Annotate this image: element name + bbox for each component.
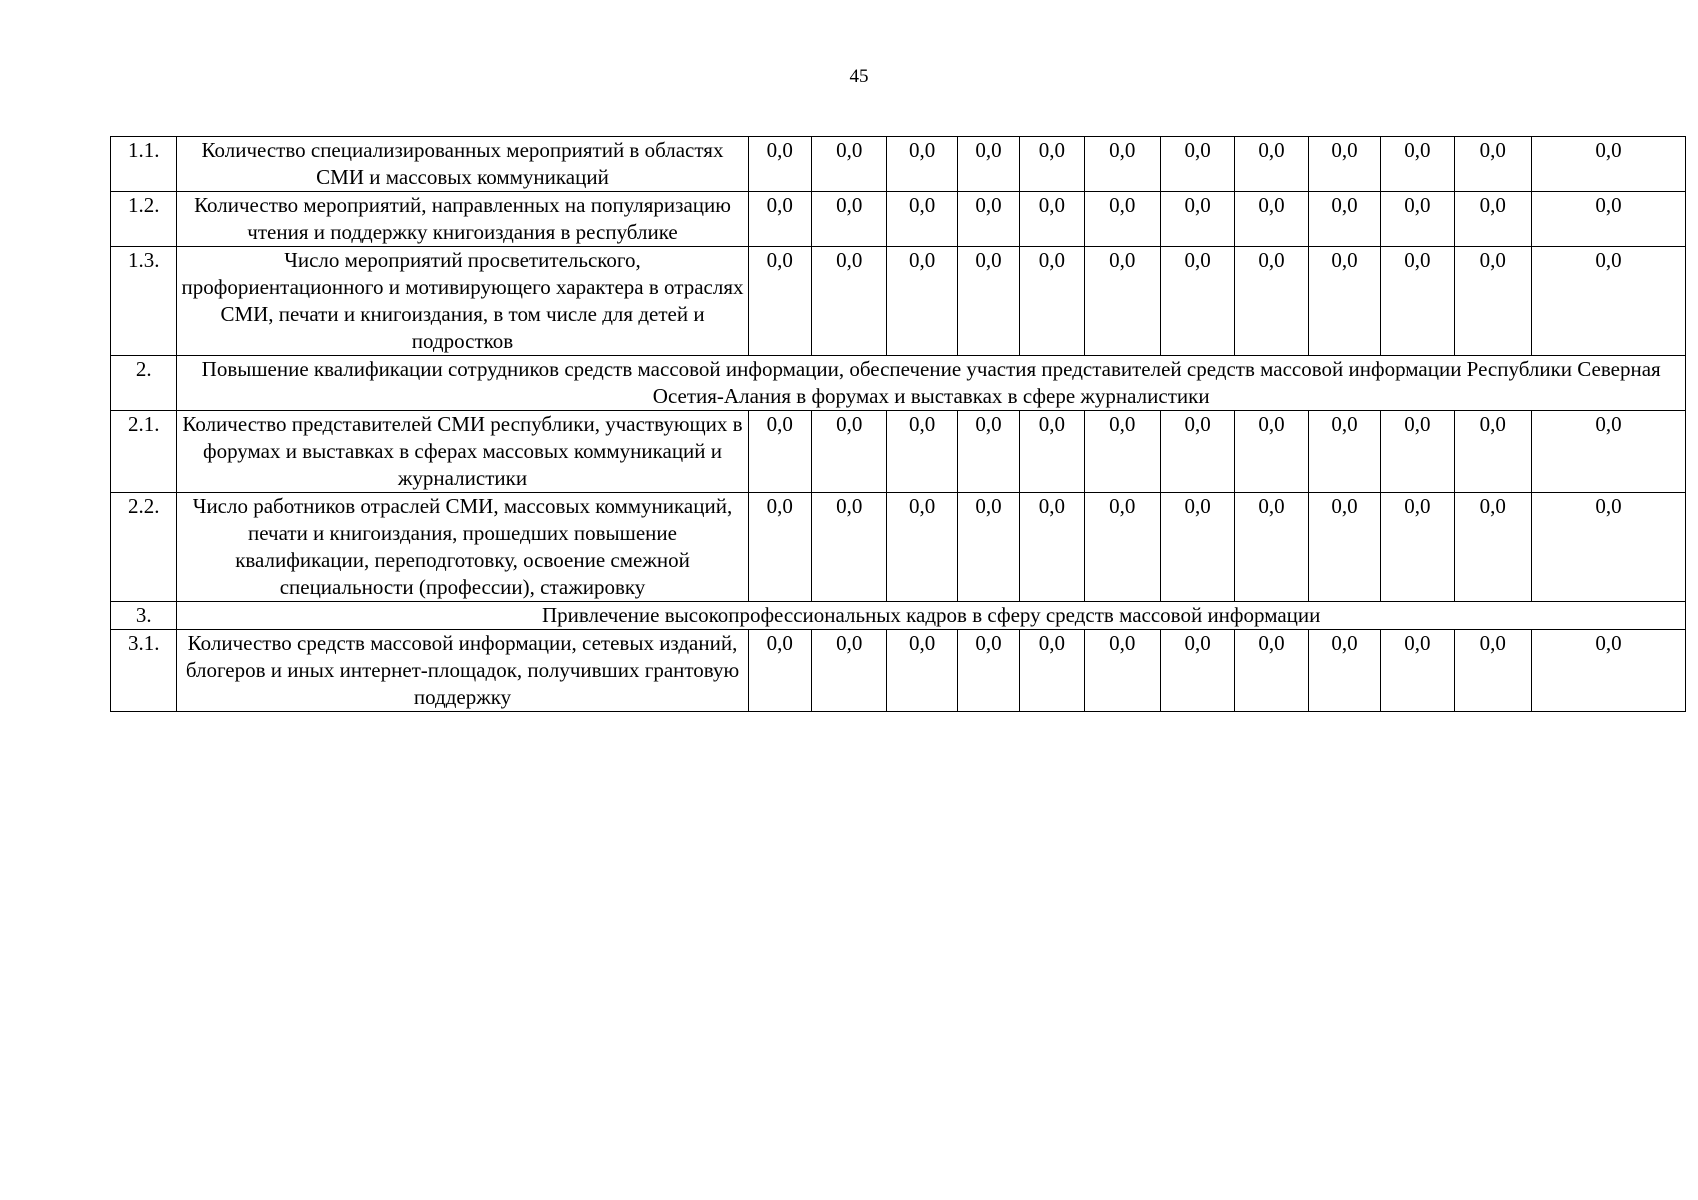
value-cell: 0,0 bbox=[1160, 411, 1234, 493]
value-cell: 0,0 bbox=[1454, 630, 1531, 712]
row-number: 3.1. bbox=[111, 630, 177, 712]
value-cell: 0,0 bbox=[1532, 247, 1686, 356]
value-cell: 0,0 bbox=[1160, 192, 1234, 247]
value-cell: 0,0 bbox=[748, 192, 811, 247]
value-cell: 0,0 bbox=[1381, 493, 1454, 602]
value-cell: 0,0 bbox=[1381, 247, 1454, 356]
indicator-description: Количество мероприятий, направленных на популяризацию чтения и поддержку книгоиздания в республике bbox=[177, 192, 748, 247]
value-cell: 0,0 bbox=[748, 247, 811, 356]
value-cell: 0,0 bbox=[957, 411, 1019, 493]
value-cell: 0,0 bbox=[1235, 247, 1308, 356]
section-row bbox=[111, 602, 1686, 630]
value-cell: 0,0 bbox=[1532, 137, 1686, 192]
value-cell: 0,0 bbox=[1454, 247, 1531, 356]
value-cell: 0,0 bbox=[1020, 192, 1084, 247]
row-number: 1.1. bbox=[111, 137, 177, 192]
table-row bbox=[111, 411, 1686, 493]
value-cell: 0,0 bbox=[957, 247, 1019, 356]
value-cell: 0,0 bbox=[1084, 247, 1160, 356]
value-cell: 0,0 bbox=[1235, 411, 1308, 493]
value-cell: 0,0 bbox=[1160, 247, 1234, 356]
value-cell: 0,0 bbox=[1381, 137, 1454, 192]
value-cell: 0,0 bbox=[887, 630, 957, 712]
table-row bbox=[111, 630, 1686, 712]
value-cell: 0,0 bbox=[887, 411, 957, 493]
value-cell: 0,0 bbox=[1160, 630, 1234, 712]
value-cell: 0,0 bbox=[748, 630, 811, 712]
table-body bbox=[111, 137, 1686, 712]
row-number: 2. bbox=[111, 356, 177, 411]
value-cell: 0,0 bbox=[957, 137, 1019, 192]
indicator-description: Количество средств массовой информации, сетевых изданий, блогеров и иных интернет-площадок, получивших грантовую поддержку bbox=[177, 630, 748, 712]
table-row bbox=[111, 247, 1686, 356]
value-cell: 0,0 bbox=[1532, 493, 1686, 602]
value-cell: 0,0 bbox=[1532, 630, 1686, 712]
value-cell: 0,0 bbox=[1308, 247, 1380, 356]
indicator-description: Количество специализированных мероприятий в областях СМИ и массовых коммуникаций bbox=[177, 137, 748, 192]
table-row bbox=[111, 137, 1686, 192]
value-cell: 0,0 bbox=[957, 192, 1019, 247]
indicator-description: Число работников отраслей СМИ, массовых коммуникаций, печати и книгоиздания, прошедших повышение квалификации, переподготовку, освоение смежной специальности (профессии), стажировку bbox=[177, 493, 748, 602]
value-cell: 0,0 bbox=[1235, 137, 1308, 192]
value-cell: 0,0 bbox=[1381, 192, 1454, 247]
row-number: 3. bbox=[111, 602, 177, 630]
indicator-description: Количество представителей СМИ республики, участвующих в форумах и выставках в сферах массовых коммуникаций и журналистики bbox=[177, 411, 748, 493]
value-cell: 0,0 bbox=[811, 137, 886, 192]
section-row bbox=[111, 356, 1686, 411]
value-cell: 0,0 bbox=[1381, 411, 1454, 493]
row-number: 1.2. bbox=[111, 192, 177, 247]
section-title: Повышение квалификации сотрудников средств массовой информации, обеспечение участия представителей средств массовой информации Республики Северная Осетия-Алания в форумах и выставках в сфере журналистики bbox=[177, 356, 1686, 411]
value-cell: 0,0 bbox=[957, 493, 1019, 602]
value-cell: 0,0 bbox=[1308, 192, 1380, 247]
value-cell: 0,0 bbox=[811, 411, 886, 493]
value-cell: 0,0 bbox=[1381, 630, 1454, 712]
value-cell: 0,0 bbox=[811, 192, 886, 247]
value-cell: 0,0 bbox=[1454, 137, 1531, 192]
value-cell: 0,0 bbox=[1235, 192, 1308, 247]
value-cell: 0,0 bbox=[887, 247, 957, 356]
value-cell: 0,0 bbox=[748, 411, 811, 493]
value-cell: 0,0 bbox=[1235, 630, 1308, 712]
value-cell: 0,0 bbox=[887, 493, 957, 602]
value-cell: 0,0 bbox=[811, 493, 886, 602]
value-cell: 0,0 bbox=[1020, 630, 1084, 712]
value-cell: 0,0 bbox=[1454, 411, 1531, 493]
table-row bbox=[111, 493, 1686, 602]
value-cell: 0,0 bbox=[1532, 192, 1686, 247]
value-cell: 0,0 bbox=[748, 493, 811, 602]
value-cell: 0,0 bbox=[748, 137, 811, 192]
row-number: 1.3. bbox=[111, 247, 177, 356]
value-cell: 0,0 bbox=[1308, 137, 1380, 192]
value-cell: 0,0 bbox=[1084, 630, 1160, 712]
value-cell: 0,0 bbox=[1084, 493, 1160, 602]
row-number: 2.2. bbox=[111, 493, 177, 602]
value-cell: 0,0 bbox=[1020, 137, 1084, 192]
value-cell: 0,0 bbox=[1235, 493, 1308, 602]
page-number: 45 bbox=[849, 66, 869, 87]
value-cell: 0,0 bbox=[1308, 411, 1380, 493]
value-cell: 0,0 bbox=[1084, 137, 1160, 192]
indicators-table bbox=[110, 136, 1686, 712]
value-cell: 0,0 bbox=[1020, 493, 1084, 602]
value-cell: 0,0 bbox=[1084, 411, 1160, 493]
section-title: Привлечение высокопрофессиональных кадров в сферу средств массовой информации bbox=[177, 602, 1686, 630]
value-cell: 0,0 bbox=[1454, 493, 1531, 602]
value-cell: 0,0 bbox=[887, 137, 957, 192]
value-cell: 0,0 bbox=[1020, 411, 1084, 493]
value-cell: 0,0 bbox=[811, 630, 886, 712]
value-cell: 0,0 bbox=[957, 630, 1019, 712]
value-cell: 0,0 bbox=[1160, 137, 1234, 192]
row-number: 2.1. bbox=[111, 411, 177, 493]
value-cell: 0,0 bbox=[1160, 493, 1234, 602]
value-cell: 0,0 bbox=[1308, 493, 1380, 602]
indicator-description: Число мероприятий просветительского, профориентационного и мотивирующего характера в отраслях СМИ, печати и книгоиздания, в том числе для детей и подростков bbox=[177, 247, 748, 356]
value-cell: 0,0 bbox=[1308, 630, 1380, 712]
value-cell: 0,0 bbox=[887, 192, 957, 247]
value-cell: 0,0 bbox=[1454, 192, 1531, 247]
value-cell: 0,0 bbox=[1084, 192, 1160, 247]
value-cell: 0,0 bbox=[811, 247, 886, 356]
table-row bbox=[111, 192, 1686, 247]
value-cell: 0,0 bbox=[1532, 411, 1686, 493]
value-cell: 0,0 bbox=[1020, 247, 1084, 356]
